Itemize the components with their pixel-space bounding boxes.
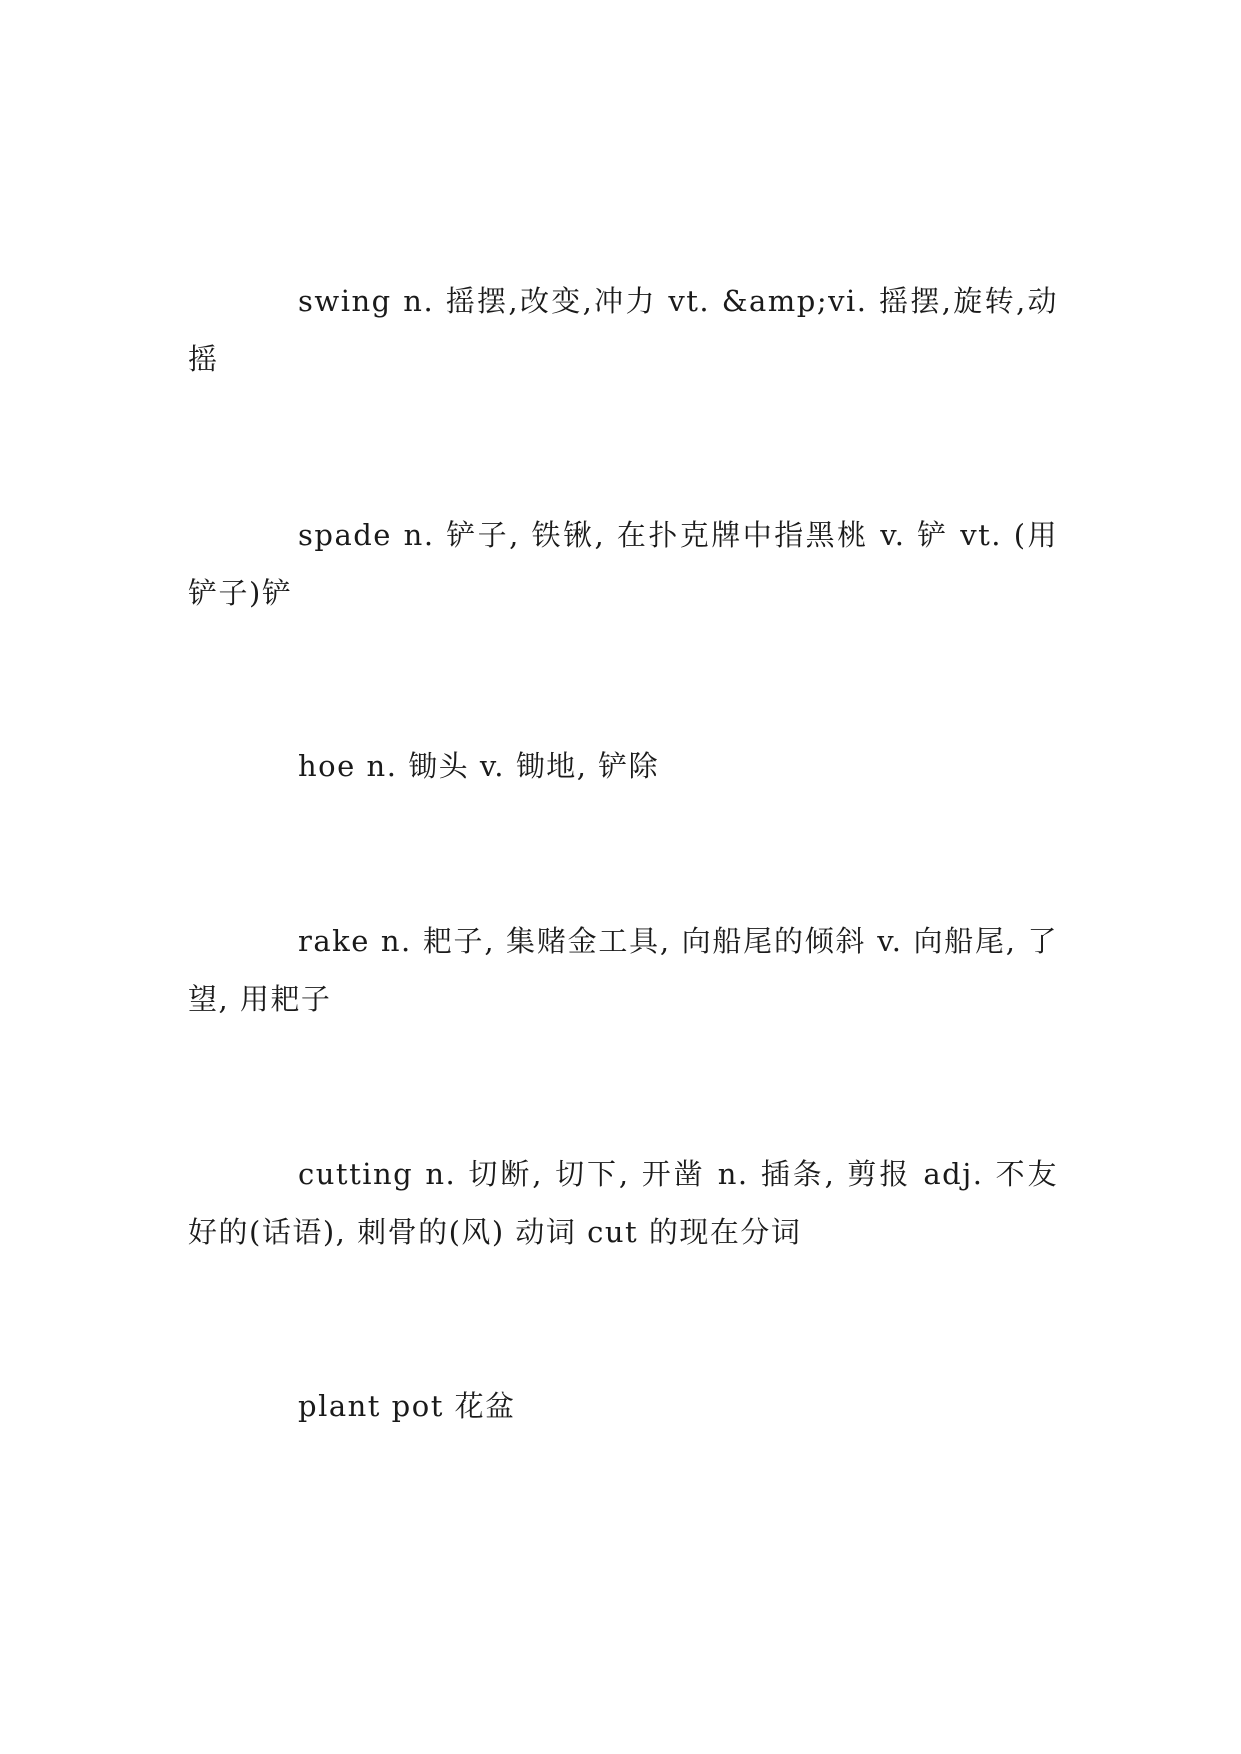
vocab-entry-plant-pot: plant pot 花盆 [298,1389,516,1423]
vocab-entry-cutting: cutting n. 切断, 切下, 开凿 n. 插条, 剪报 adj. 不友好的(话语), 刺骨的(风) 动词 cut 的现在分词 [188,1157,1058,1249]
vocab-entry-rake: rake n. 耙子, 集赌金工具, 向船尾的倾斜 v. 向船尾, 了望, 用耙子 [188,924,1058,1016]
vocab-entry-swing: swing n. 摇摆,改变,冲力 vt. &amp;vi. 摇摆,旋转,动摇 [188,284,1058,376]
vocab-entry-hoe: hoe n. 锄头 v. 锄地, 铲除 [298,749,660,783]
vocab-entry-spade: spade n. 铲子, 铁锹, 在扑克牌中指黑桃 v. 铲 vt. (用铲子)铲 [188,518,1058,610]
